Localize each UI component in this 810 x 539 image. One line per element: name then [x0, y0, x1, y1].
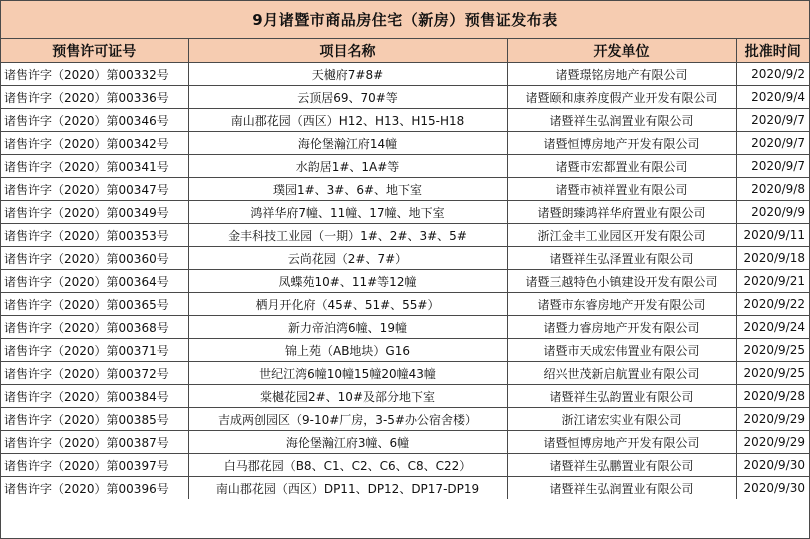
- table-row: [1, 362, 809, 385]
- permit-number-cell: 诸售许字（2020）第00387号: [1, 431, 188, 454]
- column-header-date: 批准时间: [736, 39, 809, 63]
- project-name-cell: 新力帝泊湾6幢、19幢: [188, 316, 507, 339]
- developer-cell: 诸暨祥生弘韵置业有限公司: [507, 385, 736, 408]
- project-name-cell: 锦上苑（AB地块）G16: [188, 339, 507, 362]
- permit-number-cell: 诸售许字（2020）第00368号: [1, 316, 188, 339]
- permit-number-cell: 诸售许字（2020）第00332号: [1, 63, 188, 86]
- developer-cell: 浙江诸宏实业有限公司: [507, 408, 736, 431]
- table-row: [1, 109, 809, 132]
- table-body: [1, 63, 809, 500]
- approval-date-cell: 2020/9/30: [736, 477, 809, 500]
- approval-date-cell: 2020/9/4: [736, 86, 809, 109]
- permit-table: [1, 39, 809, 499]
- sheet-title: 9月诸暨市商品房住宅（新房）预售证发布表: [1, 1, 809, 39]
- permit-number-cell: 诸售许字（2020）第00396号: [1, 477, 188, 500]
- developer-cell: 诸暨璟铭房地产有限公司: [507, 63, 736, 86]
- developer-cell: 诸暨市祯祥置业有限公司: [507, 178, 736, 201]
- table-row: [1, 431, 809, 454]
- permit-number-cell: 诸售许字（2020）第00336号: [1, 86, 188, 109]
- approval-date-cell: 2020/9/7: [736, 132, 809, 155]
- developer-cell: 诸暨力睿房地产开发有限公司: [507, 316, 736, 339]
- project-name-cell: 海伦堡瀚江府14幢: [188, 132, 507, 155]
- developer-cell: 诸暨市天成宏伟置业有限公司: [507, 339, 736, 362]
- approval-date-cell: 2020/9/21: [736, 270, 809, 293]
- project-name-cell: 天樾府7#8#: [188, 63, 507, 86]
- table-row: [1, 86, 809, 109]
- project-name-cell: 云尚花园（2#、7#）: [188, 247, 507, 270]
- table-row: [1, 454, 809, 477]
- permit-number-cell: 诸售许字（2020）第00342号: [1, 132, 188, 155]
- table-row: [1, 63, 809, 86]
- developer-cell: 诸暨恒博房地产开发有限公司: [507, 132, 736, 155]
- table-row: [1, 247, 809, 270]
- developer-cell: 诸暨三越特色小镇建设开发有限公司: [507, 270, 736, 293]
- table-header: [1, 39, 809, 63]
- approval-date-cell: 2020/9/24: [736, 316, 809, 339]
- permit-number-cell: 诸售许字（2020）第00397号: [1, 454, 188, 477]
- developer-cell: 诸暨恒博房地产开发有限公司: [507, 431, 736, 454]
- approval-date-cell: 2020/9/22: [736, 293, 809, 316]
- developer-cell: 浙江金丰工业园区开发有限公司: [507, 224, 736, 247]
- project-name-cell: 鸿祥华府7幢、11幢、17幢、地下室: [188, 201, 507, 224]
- permit-number-cell: 诸售许字（2020）第00364号: [1, 270, 188, 293]
- table-row: [1, 385, 809, 408]
- approval-date-cell: 2020/9/9: [736, 201, 809, 224]
- permit-number-cell: 诸售许字（2020）第00384号: [1, 385, 188, 408]
- permit-number-cell: 诸售许字（2020）第00371号: [1, 339, 188, 362]
- permit-number-cell: 诸售许字（2020）第00347号: [1, 178, 188, 201]
- project-name-cell: 水韵居1#、1A#等: [188, 155, 507, 178]
- column-header-project: 项目名称: [188, 39, 507, 63]
- table-row: [1, 316, 809, 339]
- developer-cell: 诸暨祥生弘泽置业有限公司: [507, 247, 736, 270]
- developer-cell: 诸暨祥生弘润置业有限公司: [507, 109, 736, 132]
- approval-date-cell: 2020/9/7: [736, 109, 809, 132]
- table-row: [1, 224, 809, 247]
- approval-date-cell: 2020/9/11: [736, 224, 809, 247]
- project-name-cell: 栖月开化府（45#、51#、55#）: [188, 293, 507, 316]
- approval-date-cell: 2020/9/28: [736, 385, 809, 408]
- approval-date-cell: 2020/9/8: [736, 178, 809, 201]
- project-name-cell: 云顶居69、70#等: [188, 86, 507, 109]
- permit-number-cell: 诸售许字（2020）第00353号: [1, 224, 188, 247]
- developer-cell: 诸暨市宏都置业有限公司: [507, 155, 736, 178]
- table-row: [1, 132, 809, 155]
- developer-cell: 诸暨朗臻鸿祥华府置业有限公司: [507, 201, 736, 224]
- permit-number-cell: 诸售许字（2020）第00346号: [1, 109, 188, 132]
- column-header-permit: 预售许可证号: [1, 39, 188, 63]
- developer-cell: 诸暨颐和康养度假产业开发有限公司: [507, 86, 736, 109]
- table-row: [1, 408, 809, 431]
- permit-number-cell: 诸售许字（2020）第00341号: [1, 155, 188, 178]
- approval-date-cell: 2020/9/25: [736, 362, 809, 385]
- developer-cell: 绍兴世茂新启航置业有限公司: [507, 362, 736, 385]
- approval-date-cell: 2020/9/29: [736, 408, 809, 431]
- table-row: [1, 477, 809, 500]
- project-name-cell: 白马郡花园（B8、C1、C2、C6、C8、C22）: [188, 454, 507, 477]
- permit-number-cell: 诸售许字（2020）第00360号: [1, 247, 188, 270]
- project-name-cell: 棠樾花园2#、10#及部分地下室: [188, 385, 507, 408]
- approval-date-cell: 2020/9/30: [736, 454, 809, 477]
- table-row: [1, 178, 809, 201]
- table-row: [1, 293, 809, 316]
- project-name-cell: 南山郡花园（西区）H12、H13、H15-H18: [188, 109, 507, 132]
- developer-cell: 诸暨祥生弘润置业有限公司: [507, 477, 736, 500]
- project-name-cell: 璞园1#、3#、6#、地下室: [188, 178, 507, 201]
- header-row: [1, 39, 809, 63]
- project-name-cell: 金丰科技工业园（一期）1#、2#、3#、5#: [188, 224, 507, 247]
- column-header-developer: 开发单位: [507, 39, 736, 63]
- project-name-cell: 海伦堡瀚江府3幢、6幢: [188, 431, 507, 454]
- approval-date-cell: 2020/9/18: [736, 247, 809, 270]
- table-row: [1, 270, 809, 293]
- permit-number-cell: 诸售许字（2020）第00385号: [1, 408, 188, 431]
- developer-cell: 诸暨市东睿房地产开发有限公司: [507, 293, 736, 316]
- approval-date-cell: 2020/9/7: [736, 155, 809, 178]
- permit-number-cell: 诸售许字（2020）第00349号: [1, 201, 188, 224]
- project-name-cell: 凤蝶苑10#、11#等12幢: [188, 270, 507, 293]
- table-row: [1, 201, 809, 224]
- approval-date-cell: 2020/9/25: [736, 339, 809, 362]
- permit-number-cell: 诸售许字（2020）第00365号: [1, 293, 188, 316]
- project-name-cell: 吉成两创园区（9-10#厂房，3-5#办公宿舍楼）: [188, 408, 507, 431]
- project-name-cell: 南山郡花园（西区）DP11、DP12、DP17-DP19: [188, 477, 507, 500]
- approval-date-cell: 2020/9/29: [736, 431, 809, 454]
- table-row: [1, 339, 809, 362]
- developer-cell: 诸暨祥生弘鹏置业有限公司: [507, 454, 736, 477]
- permit-number-cell: 诸售许字（2020）第00372号: [1, 362, 188, 385]
- table-row: [1, 155, 809, 178]
- approval-date-cell: 2020/9/2: [736, 63, 809, 86]
- project-name-cell: 世纪江湾6幢10幢15幢20幢43幢: [188, 362, 507, 385]
